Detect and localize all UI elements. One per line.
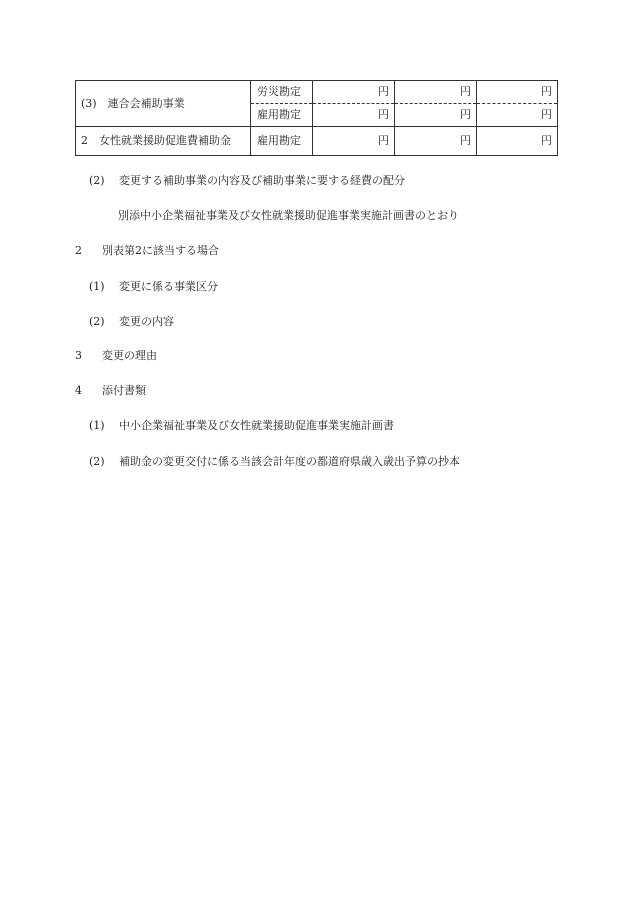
paragraph-detail: 別添中小企業福祉事業及び女性就業援助促進事業実施計画書のとおり bbox=[118, 209, 459, 222]
item-text: 補助金の変更交付に係る当該会計年度の都道府県歳入歳出予算の抄本 bbox=[119, 455, 460, 468]
section-4-heading bbox=[75, 384, 146, 398]
section-2-item-2 bbox=[89, 315, 174, 329]
amount-cell: 円 bbox=[395, 127, 477, 156]
amount-cell: 円 bbox=[313, 127, 395, 156]
section-4-item-2 bbox=[89, 455, 460, 469]
section-title: 別表第2に該当する場合 bbox=[102, 244, 219, 257]
paragraph-text: 変更する補助事業の内容及び補助事業に要する経費の配分 bbox=[119, 174, 405, 187]
item-number: (2) bbox=[89, 174, 105, 187]
item-number: (1) bbox=[89, 280, 105, 293]
table-row bbox=[76, 81, 558, 104]
amount-cell: 円 bbox=[395, 104, 477, 127]
item-number: (2) bbox=[89, 315, 105, 328]
section-2-item-1 bbox=[89, 280, 218, 294]
item-text: 中小企業福祉事業及び女性就業援助促進事業実施計画書 bbox=[119, 419, 394, 432]
section-number: 3 bbox=[75, 349, 82, 362]
item-number: (1) bbox=[89, 419, 105, 432]
section-number: 2 bbox=[75, 244, 82, 257]
account-cell: 雇用勘定 bbox=[251, 104, 313, 127]
amount-cell: 円 bbox=[313, 81, 395, 104]
section-2-heading bbox=[75, 244, 219, 258]
section-title: 添付書類 bbox=[102, 384, 146, 397]
item-cell: 2 女性就業援助促進費補助金 bbox=[76, 127, 251, 156]
item-cell: (3) 連合会補助事業 bbox=[76, 81, 251, 127]
amount-cell: 円 bbox=[477, 81, 558, 104]
section-4-item-1 bbox=[89, 419, 394, 433]
section-number: 4 bbox=[75, 384, 82, 397]
section-3-heading bbox=[75, 349, 157, 363]
paragraph-2-budget-change bbox=[89, 174, 405, 188]
table-row bbox=[76, 127, 558, 156]
section-title: 変更の理由 bbox=[102, 349, 157, 362]
item-text: 変更に係る事業区分 bbox=[119, 280, 218, 293]
account-cell: 雇用勘定 bbox=[251, 127, 313, 156]
amount-cell: 円 bbox=[477, 127, 558, 156]
subsidy-budget-table bbox=[75, 80, 558, 156]
amount-cell: 円 bbox=[477, 104, 558, 127]
account-cell: 労災勘定 bbox=[251, 81, 313, 104]
item-number: (2) bbox=[89, 455, 105, 468]
amount-cell: 円 bbox=[395, 81, 477, 104]
amount-cell: 円 bbox=[313, 104, 395, 127]
item-text: 変更の内容 bbox=[119, 315, 174, 328]
